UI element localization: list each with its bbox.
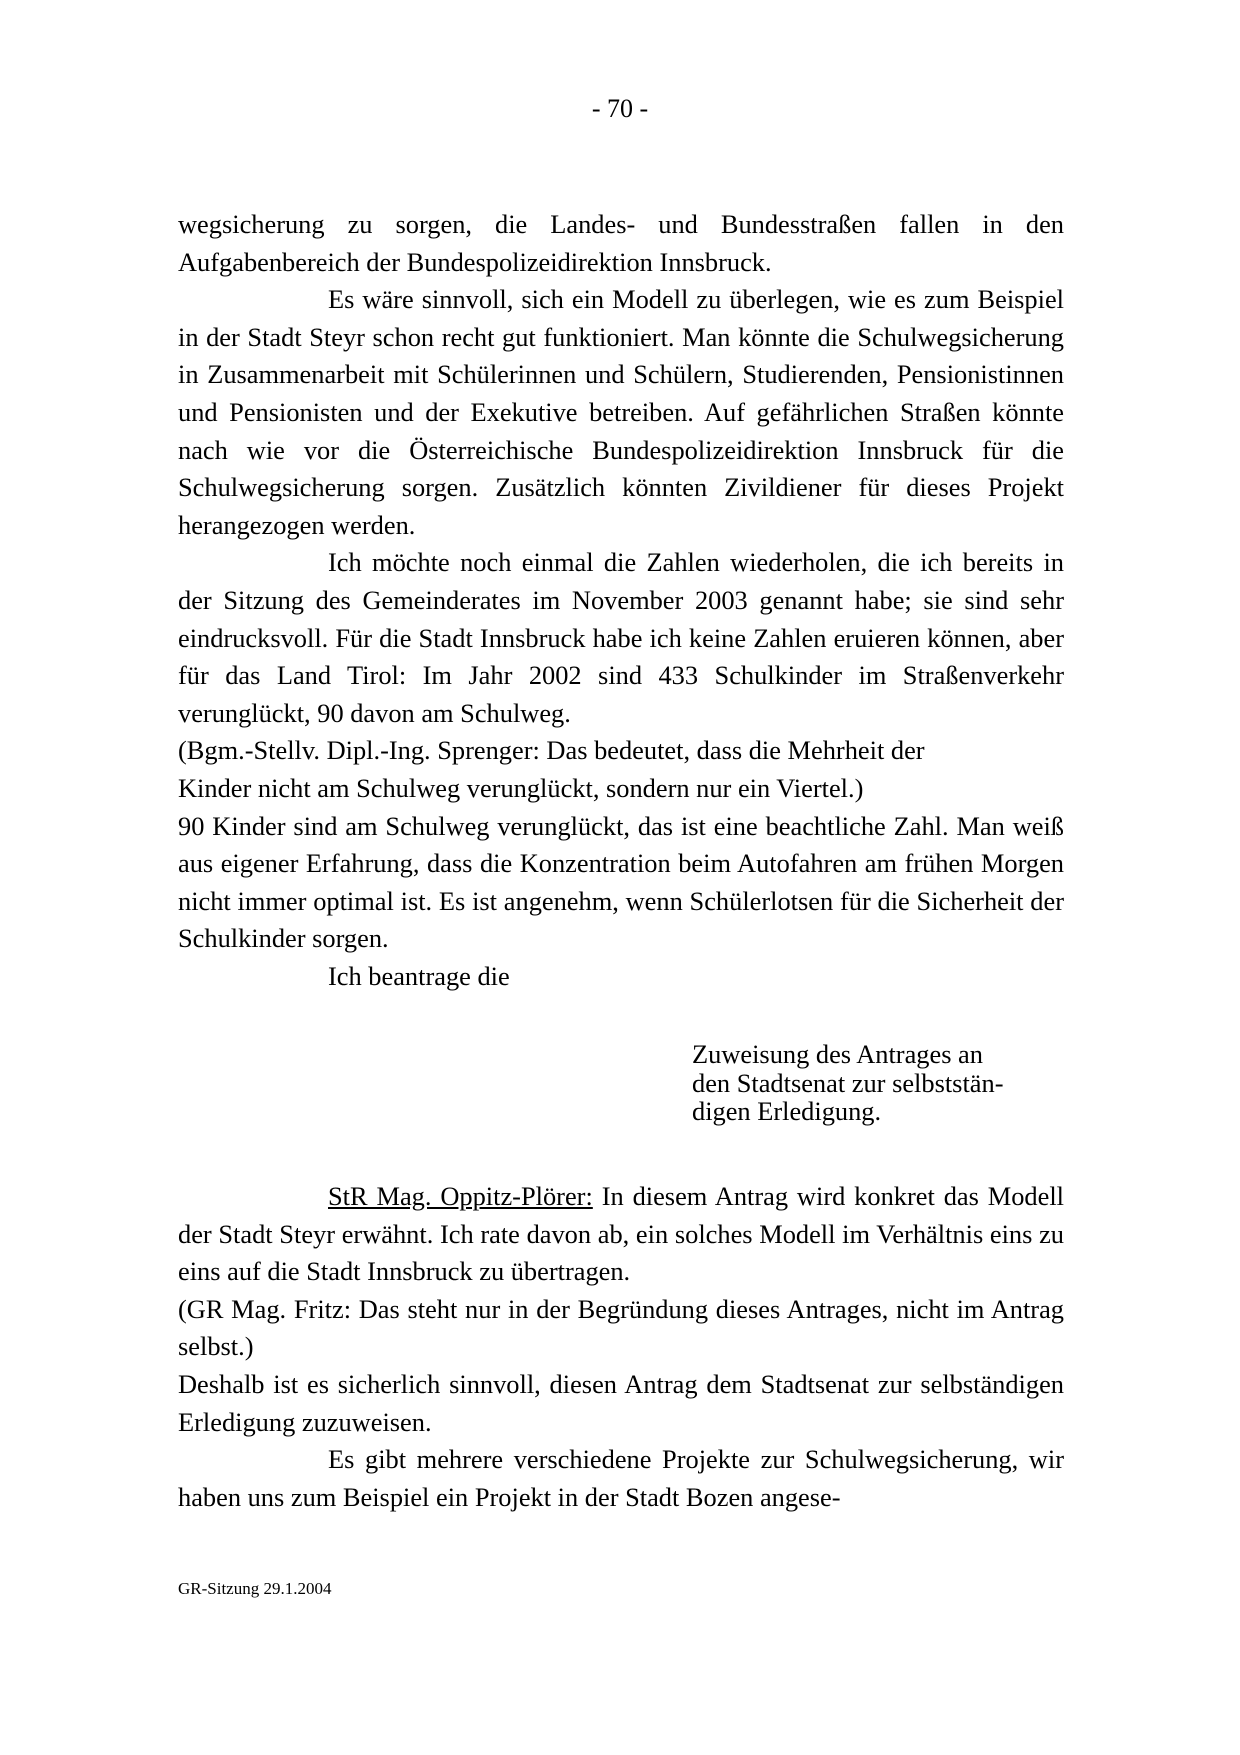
paragraph-steyr-model: Es wäre sinnvoll, sich ein Modell zu überlegen, wie es zum Beispiel in der Stadt Steyr schon recht gut funktioniert. Man könnte die Schulwegsicherung in Zusammenarbeit mit Schülerinnen und Schülern, Studierenden, Pensionistinnen und Pensionisten und der Exekutive betreiben. Auf gefährlichen Straßen könnte nach wie vor die Österreichische Bundespolizeidirektion Innsbruck für die Schulwegsicherung sorgen. Zusätzlich könnten Zivildiener für dieses Projekt herangezogen werden. (178, 284, 1064, 540)
paragraph-oppitz-ploerer (178, 1178, 1064, 1291)
motion-line-1: Zuweisung des Antrages an (692, 1039, 983, 1069)
motion-block (692, 1040, 1072, 1126)
footer-session-date: GR-Sitzung 29.1.2004 (178, 1579, 332, 1598)
motion-line-2: den Stadtsenat zur selbststän- (692, 1067, 1004, 1098)
interjection-fritz: (GR Mag. Fritz: Das steht nur in der Begründung dieses Antrages, nicht im Antrag selbst.) (178, 1293, 1064, 1362)
paragraph-statistics: Ich möchte noch einmal die Zahlen wiederholen, die ich bereits in der Sitzung des Gemeinderates im November 2003 genannt habe; sie sind sehr eindrucksvoll. Für die Stadt Innsbruck habe ich keine Zahlen eruieren können, aber für das Land Tirol: Im Jahr 2002 sind 433 Schulkinder im Straßenverkehr verunglückt, 90 davon am Schulweg. (178, 547, 1064, 728)
body-text-section-1 (178, 206, 1064, 995)
paragraph-projects: Es gibt mehrere verschiedene Projekte zur Schulwegsicherung, wir haben uns zum Beispiel ein Projekt in der Stadt Bozen angese- (178, 1444, 1064, 1512)
page-number: - 70 - (591, 94, 649, 123)
speaker-statement: In diesem Antrag wird konkret das Modell der Stadt Steyr erwähnt. Ich rate davon ab, ein solches Modell im Verhältnis eins zu eins auf die Stadt Innsbruck zu übertragen. (178, 1181, 1064, 1287)
interjection-sprenger-line1: (Bgm.-Stellv. Dipl.-Ing. Sprenger: Das bedeutet, dass die Mehrheit der (178, 735, 925, 766)
interjection-sprenger (178, 732, 1064, 807)
body-text-section-2 (178, 1178, 1064, 1516)
paragraph-continued: wegsicherung zu sorgen, die Landes- und Bundesstraßen fallen in den Aufgabenbereich der Bundespolizeidirektion Innsbruck. (178, 209, 1064, 277)
paragraph-90-children: 90 Kinder sind am Schulweg verunglückt, das ist eine beachtliche Zahl. Man weiß aus eigener Erfahrung, dass die Konzentration beim Autofahren am frühen Morgen nicht immer optimal ist. Es ist angenehm, wenn Schülerlotsen für die Sicherheit der Schulkinder sorgen. (178, 810, 1064, 954)
paragraph-motion-intro: Ich beantrage die (328, 960, 510, 991)
motion-line-3: digen Erledigung. (692, 1096, 882, 1126)
interjection-sprenger-line2: Kinder nicht am Schulweg verunglückt, sondern nur ein Viertel.) (178, 772, 864, 803)
speaker-name: StR Mag. Oppitz-Plörer: (328, 1181, 593, 1211)
paragraph-therefore: Deshalb ist es sicherlich sinnvoll, diesen Antrag dem Stadtsenat zur selbständigen Erledigung zuzuweisen. (178, 1368, 1064, 1437)
